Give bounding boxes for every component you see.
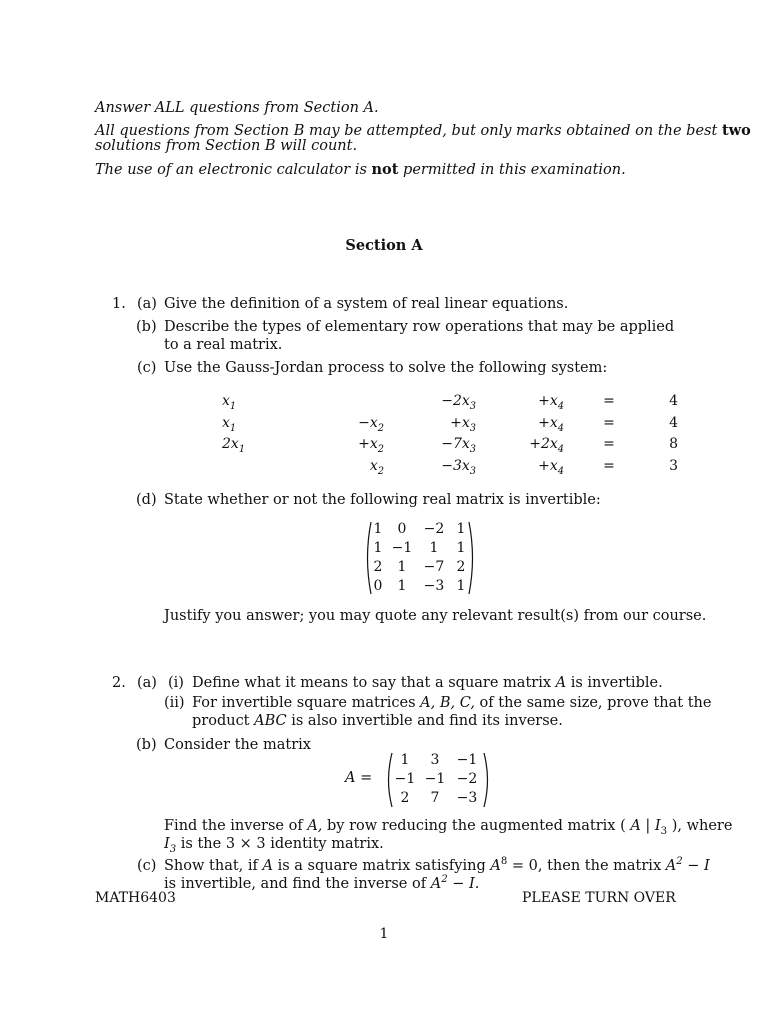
q2-part-c-label: (c) [137, 858, 157, 874]
q1-part-b-text: Describe the types of elementary row operations that may be applied to a real matrix. [164, 319, 675, 353]
matrix-cell: 1 [373, 521, 383, 537]
system-term: $x_1$ [222, 414, 237, 434]
system-term: $+x_2$ [358, 436, 384, 456]
system-term: $-x_2$ [358, 414, 384, 434]
system-equals: = [603, 436, 615, 453]
q2-matrix-grid [390, 751, 484, 808]
q2-c-text-3: = 0, then the matrix [511, 858, 662, 874]
q2-part-b-label: (b) [136, 737, 157, 753]
matrix-cell: −1 [394, 771, 416, 787]
system-rhs: 4 [669, 393, 678, 410]
linear-system [210, 391, 678, 477]
system-term: $x_2$ [369, 457, 384, 477]
matrix-row [369, 558, 471, 577]
q2-c-text-2: is a square matrix satisfying [277, 858, 486, 874]
q1-part-d-text: State whether or not the following real matrix is invertible: [164, 492, 601, 508]
instruction-emphasis-two: two [721, 122, 751, 139]
q2-find-text-2: by row reducing the augmented matrix ( [327, 818, 626, 834]
q2-find-text-4: is the 3 × 3 identity matrix. [180, 836, 384, 852]
matrix-cell: 1 [456, 540, 466, 556]
system-equals: = [603, 457, 615, 474]
q2-part-c-line1: Show that, if A is a square matrix satisfying $A^8 = 0$, then the matrix $A^2 - I$ [164, 856, 710, 874]
matrix-cell: 2 [400, 790, 410, 806]
matrix-cell: 1 [456, 521, 466, 537]
q2-find-aug: A | I [630, 818, 661, 834]
q1-part-a-text: Give the definition of a system of real linear equations. [164, 296, 569, 312]
q2-matrix-name: A = [345, 770, 373, 786]
system-term: $+x_3$ [450, 414, 476, 434]
q2-aii-text-2: of the same size, prove that the [479, 695, 712, 711]
matrix-cell: −1 [424, 771, 446, 787]
q2-part-c-line2 [164, 875, 479, 894]
matrix-cell: 1 [373, 540, 383, 556]
matrix-cell: −3 [456, 790, 478, 806]
system-rhs: 4 [669, 414, 678, 431]
matrix-cell: 7 [430, 790, 440, 806]
instruction-line-1: Answer ALL questions from Section A. [95, 100, 379, 116]
q2-find-text-1: Find the inverse of [164, 818, 303, 834]
q2-aii-text-1: For invertible square matrices [192, 695, 416, 711]
matrix-row [369, 520, 471, 539]
q1-justify-text: Justify you answer; you may quote any relevant result(s) from our course. [164, 608, 707, 624]
q2-ai-text-2: is invertible. [570, 675, 663, 691]
system-equals: = [603, 414, 615, 431]
system-term: $-3x_3$ [441, 457, 476, 477]
q2-find-inverse-line2 [164, 835, 384, 854]
system-row [210, 391, 678, 413]
instruction-line-4-text-b: permitted in this examination. [403, 162, 626, 178]
matrix-expression: $A^2 - I$. [430, 874, 480, 892]
q2-aii-vars: A, B, C, [420, 695, 475, 711]
matrix-cell: 1 [397, 578, 407, 594]
right-parenthesis-icon [482, 752, 492, 808]
matrix-row [369, 577, 471, 596]
matrix-cell: 3 [430, 752, 440, 768]
matrix-cell: −1 [391, 540, 413, 556]
right-parenthesis-icon [467, 521, 477, 595]
matrix-cell: 1 [397, 559, 407, 575]
q2-aii-var2: ABC [254, 713, 287, 729]
identity-symbol: $I_3$ [164, 836, 177, 855]
q2-c-text-1: Show that, if [164, 858, 258, 874]
q1-number: 1. [112, 296, 126, 312]
system-term [210, 456, 292, 478]
system-rhs: 8 [669, 436, 678, 453]
q2-part-b-text: Consider the matrix [164, 737, 311, 753]
matrix-cell: −2 [423, 521, 445, 537]
system-term: $+x_4$ [538, 393, 564, 413]
q2-ai-var: A [555, 675, 567, 691]
q2-aii-text-3: product [192, 713, 250, 729]
q2-ai-text-1: Define what it means to say that a square matrix [192, 675, 552, 691]
q2-c-var: A [262, 858, 273, 874]
matrix-row [369, 539, 471, 558]
instruction-line-4-text-a: The use of an electronic calculator is [95, 162, 367, 178]
system-term: $+x_4$ [538, 457, 564, 477]
matrix-row [390, 751, 484, 770]
instruction-line-4 [95, 160, 626, 180]
page-number: 1 [379, 926, 389, 942]
matrix-cell: 0 [397, 521, 407, 537]
q1-matrix [363, 519, 479, 597]
system-equals: = [603, 393, 615, 410]
q1-part-a-label: (a) [137, 296, 157, 312]
section-title: Section A [345, 237, 423, 254]
q2-find-text-3: ), where [671, 818, 733, 834]
instruction-emphasis-not: not [371, 161, 399, 178]
q2-part-ai-text [192, 674, 663, 693]
system-rhs: 3 [669, 457, 678, 474]
q1-part-c-label: (c) [137, 360, 157, 376]
q2-part-ai-label: (i) [168, 675, 184, 691]
matrix-cell: 2 [373, 559, 383, 575]
system-term: $-2x_3$ [441, 393, 476, 413]
matrix-cell: 2 [456, 559, 466, 575]
q2-find-var: A, [307, 818, 323, 834]
system-row [210, 434, 678, 456]
q1-part-b-label: (b) [136, 319, 157, 335]
q2-find-inverse-line1: Find the inverse of A, by row reducing the augmented matrix ( A | $I_3$ ), where [164, 818, 733, 837]
q1-part-c-text: Use the Gauss-Jordan process to solve the following system: [164, 360, 608, 376]
system-term: $2x_1$ [222, 436, 246, 456]
matrix-cell: 0 [373, 578, 383, 594]
turn-over-note: PLEASE TURN OVER [522, 890, 676, 906]
q2-number: 2. [112, 675, 126, 691]
course-code: MATH6403 [95, 890, 176, 906]
system-row [210, 413, 678, 435]
q2-c-text-4: is invertible, and find the inverse of [164, 876, 427, 892]
q2-matrix [384, 750, 494, 808]
instruction-line-2-text: All questions from Section B may be attempted, but only marks obtained on the best [95, 123, 718, 139]
system-term: $+x_4$ [538, 414, 564, 434]
matrix-row [390, 789, 484, 808]
q2-c-cond: A [490, 858, 501, 874]
q2-part-aii-text-line2 [192, 712, 563, 731]
q2-aii-text-4: is also invertible and find its inverse. [291, 713, 563, 729]
q2-part-a-label: (a) [137, 675, 157, 691]
system-term: $-7x_3$ [441, 436, 476, 456]
matrix-cell: −1 [456, 752, 478, 768]
matrix-cell: 1 [400, 752, 410, 768]
instruction-line-3: solutions from Section B will count. [95, 138, 358, 154]
matrix-cell: −7 [423, 559, 445, 575]
system-term: $+2x_4$ [529, 436, 564, 456]
q2-part-aii-label: (ii) [164, 695, 185, 711]
q1-part-d-label: (d) [136, 492, 157, 508]
q2-part-aii-text [192, 694, 711, 713]
matrix-cell: −2 [456, 771, 478, 787]
matrix-cell: 1 [456, 578, 466, 594]
system-term [292, 391, 384, 413]
matrix-row [390, 770, 484, 789]
matrix-cell: −3 [423, 578, 445, 594]
system-row [210, 456, 678, 478]
q1-matrix-grid [369, 520, 471, 596]
system-term: $x_1$ [222, 393, 237, 413]
matrix-expression: $A^2 - I$ [665, 856, 710, 874]
matrix-cell: 1 [429, 540, 439, 556]
